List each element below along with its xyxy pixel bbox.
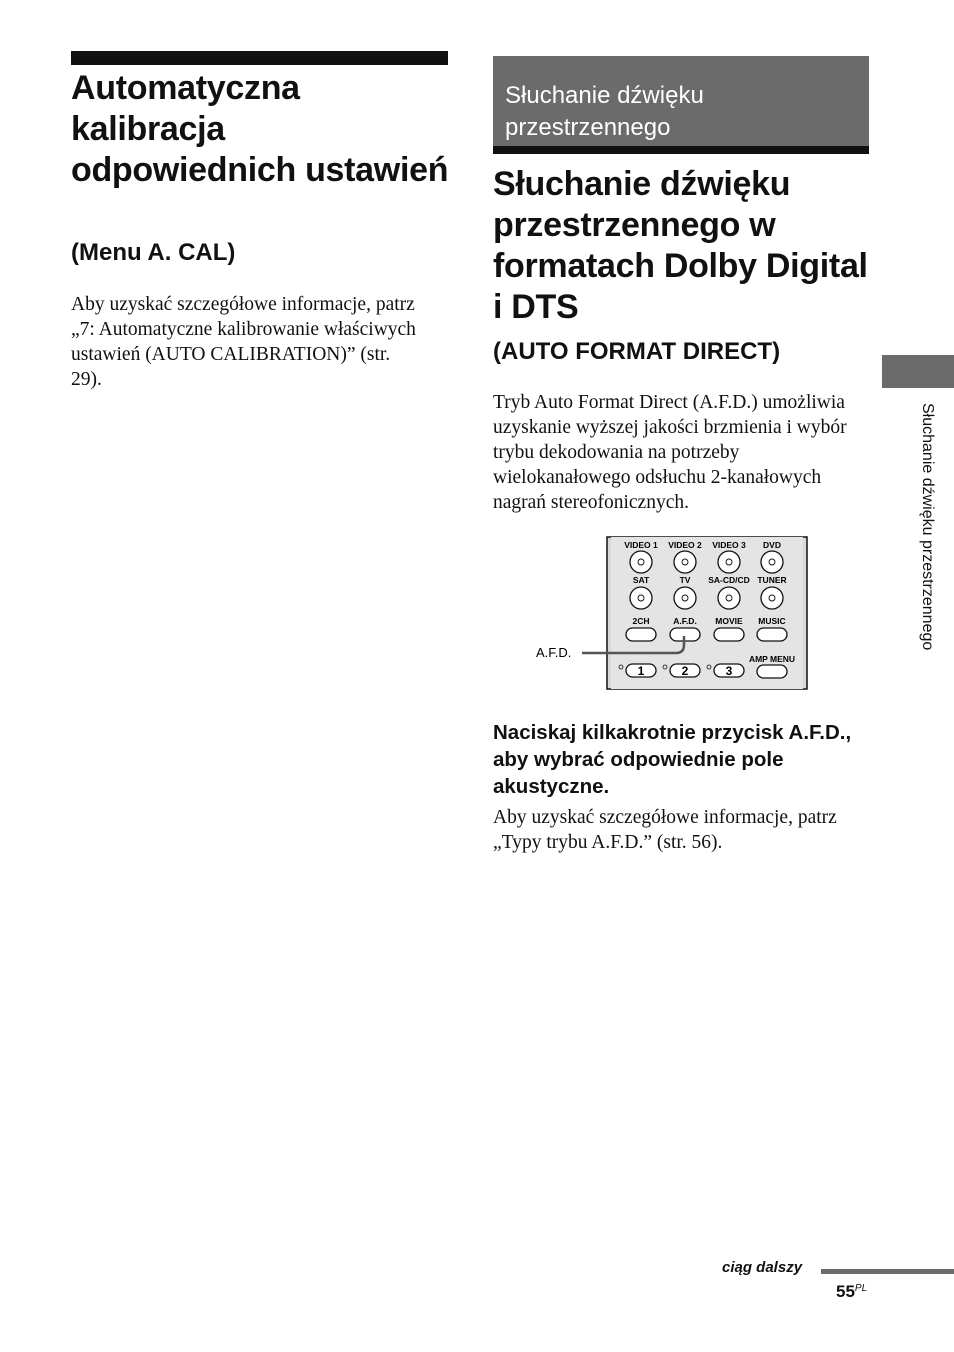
section-header-label: Słuchanie dźwięku przestrzennego: [505, 82, 704, 141]
section-header-box: [493, 56, 869, 154]
button-tv[interactable]: [674, 587, 696, 609]
button-video2[interactable]: [674, 551, 696, 573]
page-title-surround: Słuchanie dźwięku przestrzennego w formatach Dolby Digital i DTS: [493, 165, 868, 326]
continued-bar: [821, 1269, 954, 1274]
label-sat: SAT: [632, 575, 650, 585]
body-auto-calibration: Aby uzyskać szczegółowe informacje, patrz „7: Automatyczne kalibrowanie właściwych ustawień (AUTO CALIBRATION)” (str. 29).: [71, 294, 416, 390]
button-2ch[interactable]: [626, 628, 656, 641]
page-number: [836, 1282, 867, 1302]
body-auto-format-direct: Tryb Auto Format Direct (A.F.D.) umożliwia uzyskanie wyższej jakości brzmienia i wybór trybu dekodowania na potrzeby wielokanałowego odsłuchu 2-kanałowych nagrań stereofonicznych.: [493, 392, 847, 513]
continued-label: ciąg dalszy: [722, 1259, 803, 1276]
callout-afd-label: A.F.D.: [536, 645, 572, 660]
label-tuner: TUNER: [757, 575, 787, 585]
label-music: MUSIC: [758, 616, 786, 626]
label-num-1: 1: [637, 664, 645, 678]
button-amp-menu[interactable]: [757, 665, 787, 678]
label-video1: VIDEO 1: [624, 540, 658, 550]
step-instruction: Naciskaj kilkakrotnie przycisk A.F.D., aby wybrać odpowiednie pole akustyczne.: [493, 721, 852, 798]
page-title-auto-calibration: Automatyczna kalibracja odpowiednich ustawień: [71, 69, 449, 189]
label-num-2: 2: [681, 664, 689, 678]
subtitle-auto-format-direct: (AUTO FORMAT DIRECT): [493, 338, 781, 365]
button-dvd[interactable]: [761, 551, 783, 573]
remote-control-illustration: [530, 535, 820, 695]
page-lang-suffix: PL: [854, 1283, 868, 1294]
side-tab-label: Słuchanie dźwięku przestrzennego: [919, 403, 936, 651]
button-movie[interactable]: [714, 628, 744, 641]
button-sa-cd[interactable]: [718, 587, 740, 609]
label-2ch: 2CH: [632, 616, 650, 626]
label-dvd: DVD: [763, 540, 781, 550]
subtitle-menu-a-cal: (Menu A. CAL): [71, 239, 236, 266]
button-sat[interactable]: [630, 587, 652, 609]
button-tuner[interactable]: [761, 587, 783, 609]
label-num-3: 3: [725, 664, 733, 678]
label-amp-menu: AMP MENU: [748, 654, 796, 664]
label-afd: A.F.D.: [673, 616, 697, 626]
label-tv: TV: [679, 575, 691, 585]
heading-rule: [71, 51, 448, 65]
button-video1[interactable]: [630, 551, 652, 573]
label-video2: VIDEO 2: [668, 540, 702, 550]
label-movie: MOVIE: [715, 616, 743, 626]
step-details: Aby uzyskać szczegółowe informacje, patrz „Typy trybu A.F.D.” (str. 56).: [493, 807, 837, 853]
button-music[interactable]: [757, 628, 787, 641]
page-number-value: 55: [836, 1282, 855, 1301]
label-sa-cd: SA-CD/CD: [708, 575, 750, 585]
side-tab-marker: [882, 355, 954, 388]
button-video3[interactable]: [718, 551, 740, 573]
label-video3: VIDEO 3: [712, 540, 746, 550]
